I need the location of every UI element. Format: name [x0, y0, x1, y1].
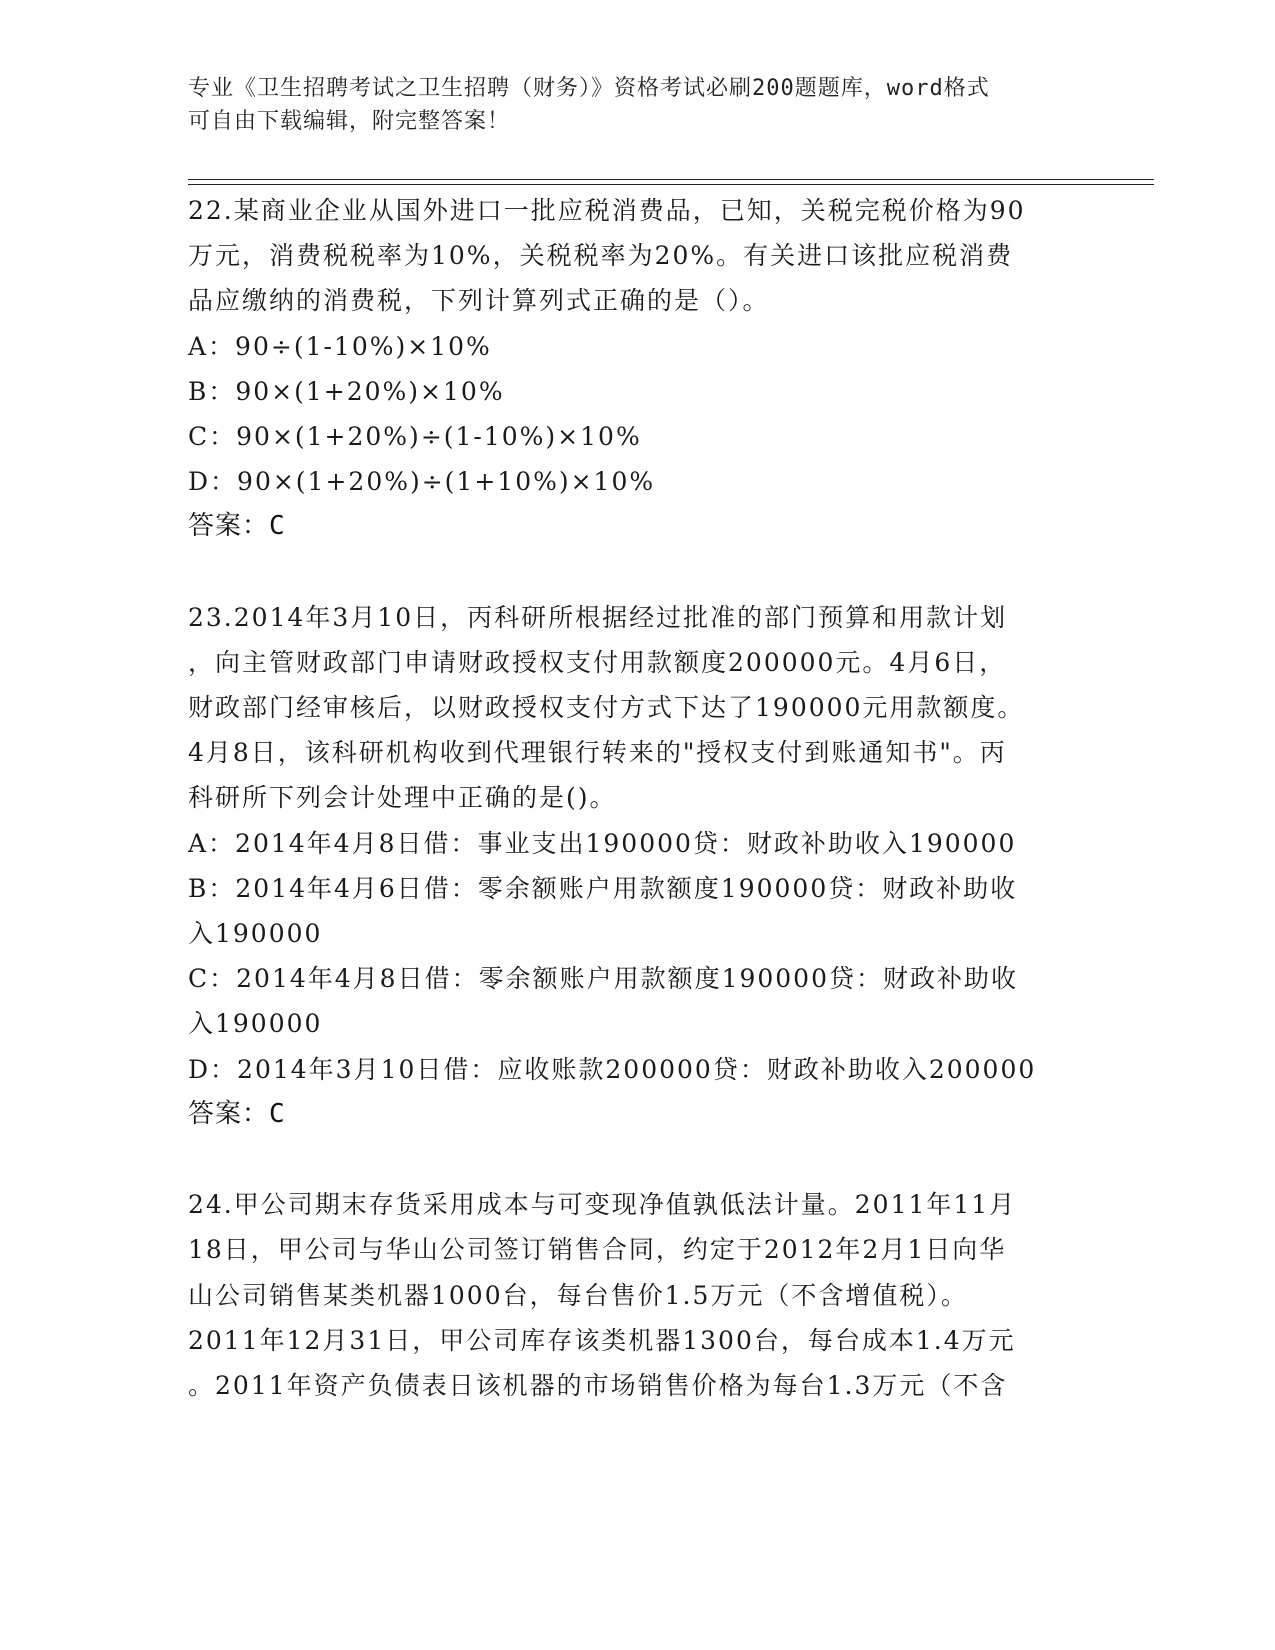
answer-line: 答案：C [188, 511, 286, 542]
question-23 [188, 595, 1088, 1137]
question-text-line: 。2011年资产负债表日该机器的市场销售价格为每台1.3万元（不含 [188, 1370, 1008, 1400]
option-d: D：2014年3月10日借：应收账款200000贷：财政补助收入200000 [188, 1054, 1037, 1084]
question-text-line: ，向主管财政部门申请财政授权支付用款额度200000元。4月6日， [188, 647, 1007, 677]
option-c-continued: 入190000 [188, 1009, 323, 1039]
document-header [188, 72, 1088, 138]
question-text-line: 品应缴纳的消费税，下列计算列式正确的是（）。 [188, 286, 770, 316]
option-a: A：90÷(1-10%)×10% [188, 331, 492, 361]
question-22 [188, 188, 1088, 550]
question-text-line: 万元，消费税税率为10%，关税税率为20%。有关进口该批应税消费 [188, 241, 1014, 271]
question-text-line: 24.甲公司期末存货采用成本与可变现净值孰低法计量。2011年11月 [188, 1190, 1017, 1220]
question-text-line: 4月8日，该科研机构收到代理银行转来的"授权支付到账通知书"。丙 [188, 738, 1007, 768]
question-24 [188, 1182, 1088, 1408]
header-rule-top [188, 179, 1154, 180]
header-rule-bottom [188, 184, 1154, 185]
question-text-line: 财政部门经审核后，以财政授权支付方式下达了190000元用款额度。 [188, 693, 1025, 723]
option-b-continued: 入190000 [188, 919, 323, 948]
spacer [188, 1137, 1088, 1182]
option-b: B：90×(1+20%)×10% [188, 376, 505, 406]
option-c: C：90×(1+20%)÷(1-10%)×10% [188, 421, 642, 451]
answer-line: 答案：C [188, 1098, 286, 1129]
header-line-1: 专业《卫生招聘考试之卫生招聘（财务）》资格考试必刷200题题库，word格式 [188, 76, 990, 101]
question-text-line: 山公司销售某类机器1000台，每台售价1.5万元（不含增值税）。 [188, 1280, 968, 1310]
question-text-line: 23.2014年3月10日，丙科研所根据经过批准的部门预算和用款计划 [188, 602, 1008, 632]
option-a: A：2014年4月8日借：事业支出190000贷：财政补助收入190000 [188, 828, 1017, 858]
question-text-line: 22.某商业企业从国外进口一批应税消费品，已知，关税完税价格为90 [188, 196, 1026, 225]
question-text-line: 科研所下列会计处理中正确的是()。 [188, 783, 617, 813]
question-text-line: 2011年12月31日，甲公司库存该类机器1300台，每台成本1.4万元 [188, 1325, 1016, 1355]
option-d: D：90×(1+20%)÷(1+10%)×10% [188, 467, 656, 497]
option-c: C：2014年4月8日借：零余额账户用款额度190000贷：财政补助收 [188, 964, 1018, 994]
question-text-line: 18日，甲公司与华山公司签订销售合同，约定于2012年2月1日向华 [188, 1235, 1007, 1265]
option-b: B：2014年4月6日借：零余额账户用款额度190000贷：财政补助收 [188, 873, 1018, 903]
header-line-2: 可自由下载编辑，附完整答案！ [188, 109, 511, 134]
spacer [188, 550, 1088, 595]
document-body [188, 188, 1088, 1408]
